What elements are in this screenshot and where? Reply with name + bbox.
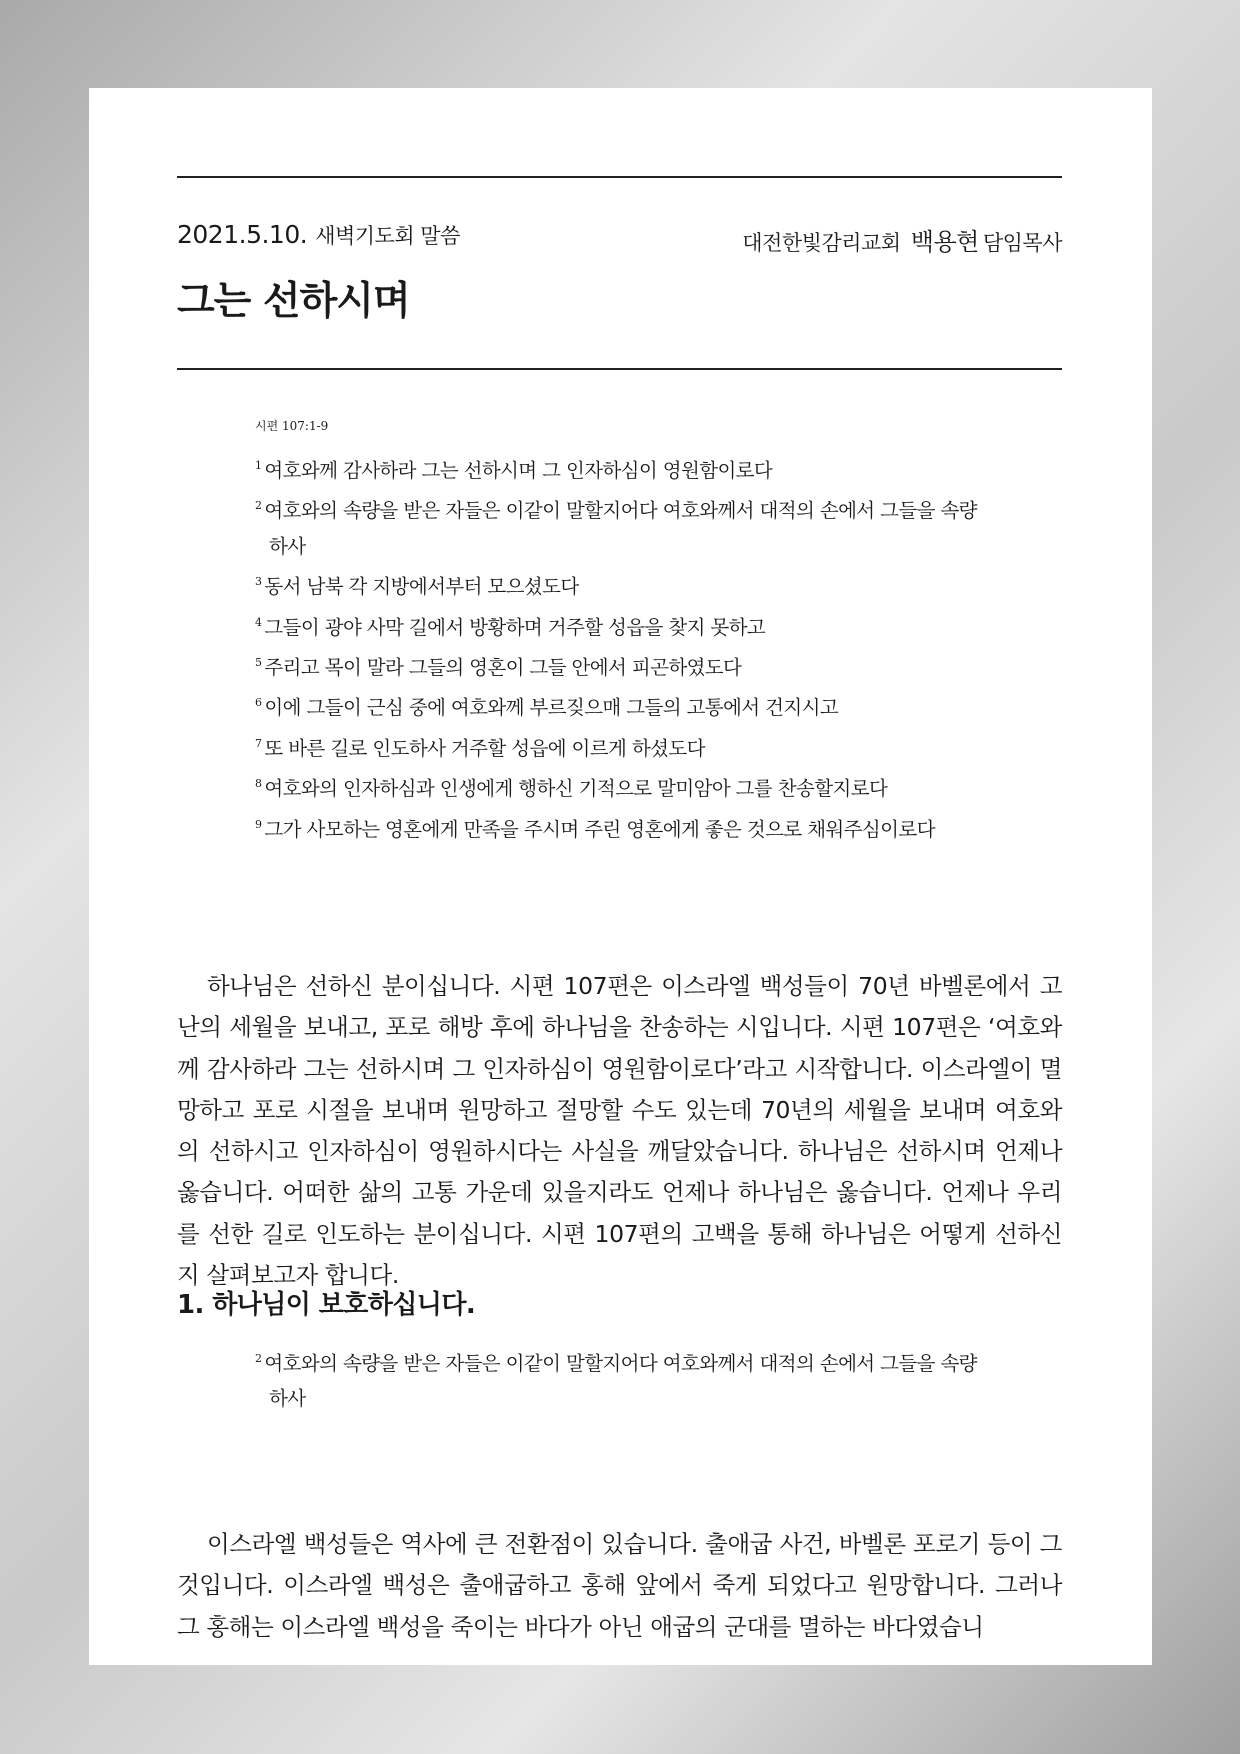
verse-4 xyxy=(255,605,995,645)
date-text: 2021.5.10. xyxy=(177,220,308,249)
verse-2 xyxy=(255,488,995,564)
church-info xyxy=(742,222,1062,257)
pastor-title: 담임목사 xyxy=(982,231,1062,255)
scripture-reference: 시편 107:1-9 xyxy=(255,419,329,433)
sermon-title: 그는 선하시며 xyxy=(177,279,410,324)
verse-number: 1 xyxy=(255,459,262,472)
church-name: 대전한빛감리교회 xyxy=(742,231,901,255)
verse-number: 3 xyxy=(255,575,262,589)
verse-text: 주리고 목이 말라 그들의 영혼이 그들 안에서 피곤하였도다 xyxy=(264,656,742,680)
paragraph-section1: 이스라엘 백성들은 역사에 큰 전환점이 있습니다. 출애굽 사건, 바벨론 포로기 등이 그것입니다. 이스라엘 백성은 출애굽하고 홍해 앞에서 죽게 되었다고 원망합니다. 그러나 그 홍해는 이스라엘 백성을 죽이는 바다가 아닌 애굽의 군대를 멸하는 바다였습니 xyxy=(177,1530,1062,1641)
verse-text: 여호와의 인자하심과 인생에게 행하신 기적으로 말미암아 그를 찬송할지로다 xyxy=(264,777,888,801)
sermon-date xyxy=(177,220,460,250)
verse-5 xyxy=(255,645,995,685)
verse-number: 2 xyxy=(255,1352,262,1365)
verse-text: 이에 그들이 근심 중에 여호와께 부르짖으매 그들의 고통에서 건지시고 xyxy=(264,696,839,720)
paragraph-intro: 하나님은 선하신 분이십니다. 시편 107편은 이스라엘 백성들이 70년 바벨론에서 고난의 세월을 보내고, 포로 해방 후에 하나님을 찬송하는 시입니다. 시편 107편은 ‘여호와께 감사하라 그는 선하시며 그 인자하심이 영원함이로다’라고 시작합니다. 이스라엘이 멸망하고 포로 시절을 보내며 원망하고 절망할 수도 있는데 70년의 세월을 보내며 여호와의 선하시고 인자하심이 영원하시다는 사실을 깨달았습니다. 하나님은 선하시며 언제나 옳습니다. 어떠한 삶의 고통 가운데 있을지라도 언제나 하나님은 옳습니다. 언제나 우리를 선한 길로 인도하는 분이십니다. 시편 107편의 고백을 통해 하나님은 어떻게 선하신지 살펴보고자 합니다. xyxy=(177,972,1062,1290)
title-rule xyxy=(177,368,1062,370)
verse-6 xyxy=(255,685,995,725)
verse-text: 동서 남북 각 지방에서부터 모으셨도다 xyxy=(264,575,579,599)
verse-1 xyxy=(255,448,995,488)
verse-number: 9 xyxy=(255,817,262,831)
verse-2-quote xyxy=(255,1341,995,1417)
verse-text: 여호와께 감사하라 그는 선하시며 그 인자하심이 영원함이로다 xyxy=(264,459,773,482)
service-name: 새벽기도회 말씀 xyxy=(315,224,460,248)
scripture-verses xyxy=(255,448,995,847)
verse-number: 6 xyxy=(255,696,262,710)
verse-number: 8 xyxy=(255,777,262,791)
verse-number: 7 xyxy=(255,736,262,750)
verse-number: 2 xyxy=(255,499,262,513)
verse-number: 5 xyxy=(255,656,262,670)
verse-3 xyxy=(255,564,995,604)
verse-number: 4 xyxy=(255,615,262,629)
verse-text: 여호와의 속량을 받은 자들은 이같이 말할지어다 여호와께서 대적의 손에서 그들을 속량하사 xyxy=(264,499,977,558)
verse-text: 그들이 광야 사막 길에서 방황하며 거주할 성읍을 찾지 못하고 xyxy=(264,615,766,639)
verse-text: 또 바른 길로 인도하사 거주할 성읍에 이르게 하셨도다 xyxy=(264,736,705,760)
verse-8 xyxy=(255,766,995,806)
top-rule xyxy=(177,176,1062,178)
verse-9 xyxy=(255,807,995,847)
verse-text: 그가 사모하는 영혼에게 만족을 주시며 주린 영혼에게 좋은 것으로 채워주심이로다 xyxy=(264,817,935,841)
section-verse xyxy=(255,1341,995,1417)
verse-text: 여호와의 속량을 받은 자들은 이같이 말할지어다 여호와께서 대적의 손에서 그들을 속량하사 xyxy=(264,1352,977,1411)
pastor-name: 백용현 xyxy=(910,228,979,256)
document-page xyxy=(89,88,1152,1665)
section-heading: 1. 하나님이 보호하십니다. xyxy=(177,1290,476,1320)
verse-7 xyxy=(255,726,995,766)
